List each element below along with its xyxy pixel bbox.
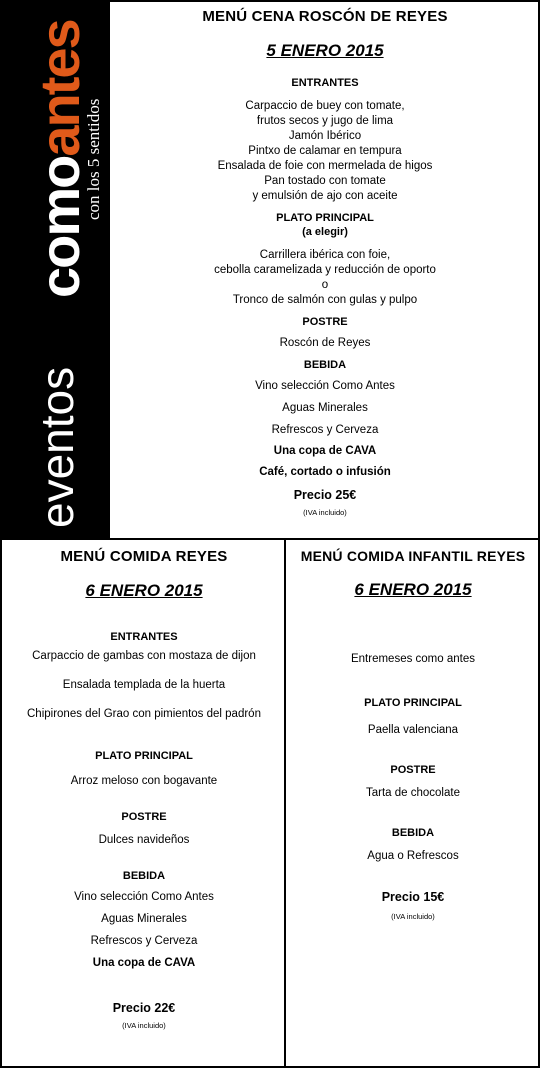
cena-iva-note: (IVA incluido) [303, 508, 347, 517]
infantil-principal: Paella valenciana [367, 724, 459, 736]
infantil-entrantes: Entremeses como antes [350, 653, 475, 665]
cena-cafe: Café, cortado o infusión [259, 466, 391, 478]
list-item: Tronco de salmón con gulas y pulpo [232, 294, 418, 306]
cena-principal-list [112, 248, 538, 308]
infantil-price: Precio 15€ [381, 890, 445, 904]
comida-cava: Una copa de CAVA [92, 957, 196, 969]
list-item: Carpaccio de gambas con mostaza de dijon [32, 650, 256, 662]
comida-principal: Arroz meloso con bogavante [70, 775, 218, 787]
list-item: cebolla caramelizada y reducción de oporto [214, 264, 436, 276]
comida-title: MENÚ COMIDA REYES [60, 548, 228, 565]
comida-iva-note: (IVA incluido) [122, 1021, 166, 1030]
infantil-menu-content [286, 548, 540, 921]
cena-principal-heading: PLATO PRINCIPAL [276, 212, 374, 224]
cena-menu-content [112, 6, 538, 517]
comida-principal-heading: PLATO PRINCIPAL [95, 750, 193, 762]
list-item: Ensalada templada de la huerta [62, 679, 226, 691]
infantil-postre-heading: POSTRE [390, 764, 436, 776]
comida-postre: Dulces navideños [98, 834, 190, 846]
list-item: Pan tostado con tomate [264, 175, 386, 187]
list-item: Jamón Ibérico [288, 130, 362, 142]
list-item: Pintxo de calamar en tempura [248, 145, 402, 157]
list-item: o [321, 279, 329, 291]
list-item: Refrescos y Cerveza [271, 424, 379, 436]
list-item: Aguas Minerales [282, 402, 368, 414]
infantil-principal-heading: PLATO PRINCIPAL [364, 697, 462, 709]
comida-price: Precio 22€ [112, 1001, 176, 1015]
comida-bebida-heading: BEBIDA [122, 870, 166, 882]
brand-logo [28, 20, 91, 298]
list-item: Vino selección Como Antes [255, 380, 395, 392]
cena-entrantes-list [112, 99, 538, 204]
infantil-title: MENÚ COMIDA INFANTIL REYES [300, 548, 526, 564]
brand-sidebar [2, 2, 110, 538]
cena-postre: Roscón de Reyes [279, 337, 371, 349]
cena-principal-subheading: (a elegir) [302, 226, 348, 238]
logo-word-como: como [28, 156, 91, 298]
list-item: Refrescos y Cerveza [90, 935, 198, 947]
brand-tagline: con los 5 sentidos [84, 98, 103, 220]
list-item: Carrillera ibérica con foie, [259, 249, 391, 261]
cena-cava: Una copa de CAVA [273, 445, 377, 457]
infantil-postre: Tarta de chocolate [366, 787, 460, 799]
comida-menu-panel [0, 538, 286, 1068]
cena-date: 5 ENERO 2015 [266, 41, 384, 60]
list-item: Chipirones del Grao con pimientos del padrón [27, 708, 261, 720]
comida-postre-heading: POSTRE [121, 811, 167, 823]
cena-title: MENÚ CENA ROSCÓN DE REYES [202, 8, 448, 25]
infantil-bebida-heading: BEBIDA [391, 827, 435, 839]
cena-price: Precio 25€ [293, 488, 357, 502]
list-item: Aguas Minerales [101, 913, 187, 925]
section-label-eventos: eventos [31, 366, 83, 528]
list-item: Ensalada de foie con mermelada de higos [217, 160, 433, 172]
infantil-bebida: Agua o Refrescos [367, 850, 459, 862]
list-item: frutos secos y jugo de lima [256, 115, 394, 127]
infantil-menu-panel [284, 538, 540, 1068]
cena-postre-heading: POSTRE [302, 316, 348, 328]
cena-entrantes-heading: ENTRANTES [291, 77, 359, 89]
infantil-iva-note: (IVA incluido) [391, 912, 435, 921]
comida-date: 6 ENERO 2015 [85, 581, 203, 600]
logo-word-antes: antes [28, 20, 91, 157]
list-item: Carpaccio de buey con tomate, [245, 100, 405, 112]
list-item: y emulsión de ajo con aceite [252, 190, 398, 202]
comida-entrantes-heading: ENTRANTES [110, 631, 178, 643]
infantil-date: 6 ENERO 2015 [354, 580, 472, 599]
list-item: Vino selección Como Antes [74, 891, 214, 903]
comida-menu-content [2, 548, 286, 1030]
cena-bebida-heading: BEBIDA [303, 359, 347, 371]
